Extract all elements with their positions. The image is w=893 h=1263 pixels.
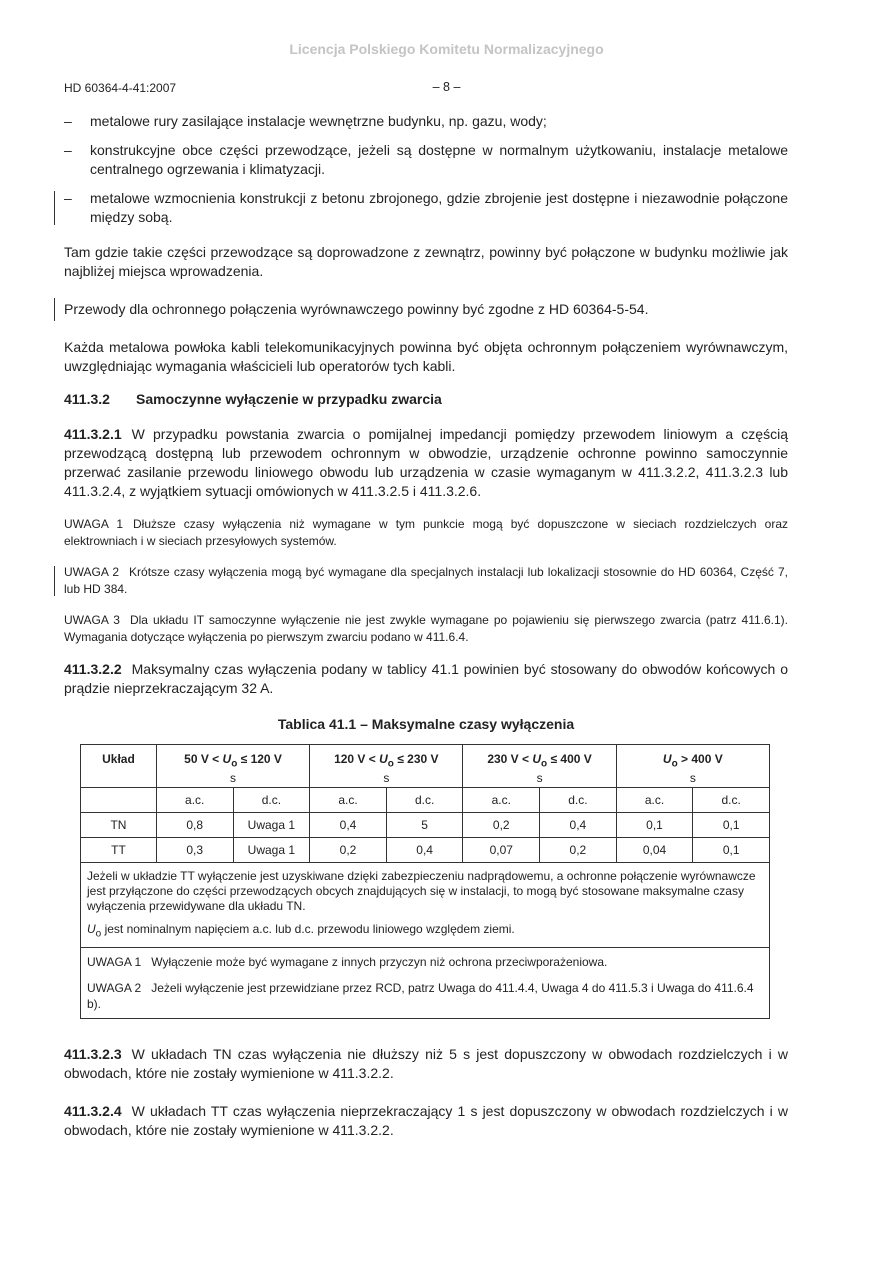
clause-411-3-2-2	[64, 660, 788, 698]
table-cell	[81, 788, 157, 813]
note-text: Dla układu IT samoczynne wyłączenie nie jest zwykle wymagane po pojawieniu się pierwszego zwarcia (patrz 411.6.1). Wymagania dotyczące wyłączenia po pierwszym zwarciu podano w 411.6.4.	[64, 613, 788, 644]
clause-text: W układach TN czas wyłączenia nie dłuższy niż 5 s jest dopuszczony w obwodach rozdzielczych i w obwodach, które nie zostały wymienione w 411.3.2.2.	[64, 1046, 788, 1082]
document-id: HD 60364-4-41:2007	[64, 81, 177, 95]
table-cell: 0,4	[386, 838, 463, 863]
paragraph: Tam gdzie takie części przewodzące są doprowadzone z zewnątrz, powinny być połączone w budynku możliwie jak najbliżej miejsca wprowadzenia.	[64, 244, 788, 279]
note-3	[64, 612, 788, 646]
paragraph: Każda metalowa powłoka kabli telekomunikacyjnych powinna być objęta ochronnym połączeniem wyrównawczym, uwzględniając wymagania właścicieli lub operatorów tych kabli.	[64, 339, 788, 374]
note-2	[64, 564, 788, 598]
table-cell: d.c.	[386, 788, 463, 813]
disconnection-times-table	[80, 744, 770, 1019]
table-notes	[81, 948, 770, 1019]
clause-text: W układach TT czas wyłączenia nieprzekraczający 1 s jest dopuszczony w obwodach rozdzielczych i w obwodach, które nie zostały wymienione w 411.3.2.2.	[64, 1103, 788, 1139]
table-cell: a.c.	[463, 788, 540, 813]
table-cell: 0,07	[463, 838, 540, 863]
section-title: Samoczynne wyłączenie w przypadku zwarcia	[136, 391, 442, 407]
table-row	[81, 813, 770, 838]
dash-bullet: –	[64, 113, 72, 129]
table-cell: Uwaga 1	[233, 813, 310, 838]
table-note: UWAGA 2 Jeżeli wyłączenie jest przewidziane przez RCD, patrz Uwaga do 411.4.4, Uwaga 4 do 411.5.3 i Uwaga do 411.6.4 b).	[87, 981, 754, 1012]
clause-number: 411.3.2.4	[64, 1103, 122, 1120]
clause-number: 411.3.2.3	[64, 1046, 122, 1063]
table-cell: d.c.	[233, 788, 310, 813]
table-cell: d.c.	[540, 788, 617, 813]
page-content	[64, 112, 788, 1155]
list-item	[64, 189, 788, 227]
table-cell: a.c.	[156, 788, 233, 813]
table-row	[81, 838, 770, 863]
table-cell: a.c.	[310, 788, 387, 813]
column-header-voltage-group: 120 $V < U_o \le 230$ V s	[310, 745, 463, 788]
clause-text: W przypadku powstania zwarcia o pomijalnej impedancji pomiędzy przewodem liniowym a częścią przewodzącą dostępną lub przewodem ochronnym w obwodzie, urządzenie ochronne powinno samoczynnie przerwać zasilanie przewodu liniowego obwodu lub urządzenia w czasie wymaganym w 411.3.2.2, 411.3.2.3 lub 411.3.2.4, z wyjątkiem sytuacji omówionych w 411.3.2.5 i 411.3.2.6.	[64, 426, 788, 499]
table-cell: TN	[81, 813, 157, 838]
clause-411-3-2-4	[64, 1102, 788, 1140]
note-label: UWAGA 2	[64, 565, 120, 579]
table-cell: 0,04	[616, 838, 693, 863]
column-header-voltage-group: $U_o > 400$ V s	[616, 745, 769, 788]
page-number: – 8 –	[432, 80, 461, 94]
clause-411-3-2-1	[64, 425, 788, 501]
note-label: UWAGA 3	[64, 613, 120, 627]
uo-definition: $U_o$ jest nominalnym napięciem a.c. lub d.c. przewodu liniowego względem ziemi.	[87, 922, 515, 940]
dash-bullet: –	[64, 142, 72, 158]
note-1	[64, 516, 788, 550]
column-header-voltage-group: 50 $V < U_o \le 120$ V s	[156, 745, 309, 788]
table-note: UWAGA 1 Wyłączenie może być wymagane z innych przyczyn niż ochrona przeciwporażeniowa.	[87, 955, 608, 970]
table-header-row	[81, 745, 770, 788]
watermark: Licencja Polskiego Komitetu Normalizacyjnego	[289, 41, 604, 57]
table-footnote-row	[81, 863, 770, 948]
column-header-system: Układ	[81, 745, 157, 788]
note-text: Krótsze czasy wyłączenia mogą być wymagane dla specjalnych instalacji lub lokalizacji stosownie do HD 60364, Część 7, lub HD 384.	[64, 565, 788, 596]
clause-number: 411.3.2.2	[64, 661, 122, 677]
paragraph: Przewody dla ochronnego połączenia wyrównawczego powinny być zgodne z HD 60364-5-54.	[64, 296, 788, 323]
list-item-text: konstrukcyjne obce części przewodzące, jeżeli są dostępne w normalnym użytkowaniu, instalacje metalowe centralnego ogrzewania i klimatyzacji.	[90, 142, 788, 177]
table-cell: 0,3	[156, 838, 233, 863]
clause-text: Maksymalny czas wyłączenia podany w tablicy 41.1 powinien być stosowany do obwodów końcowych o prądzie nieprzekraczającym 32 A.	[64, 661, 788, 696]
list-item-text: metalowe wzmocnienia konstrukcji z betonu zbrojonego, gdzie zbrojenie jest dostępne i niezawodnie połączone między sobą.	[90, 190, 788, 225]
note-label: UWAGA 1	[64, 517, 124, 531]
section-heading	[64, 391, 788, 407]
table-cell: 0,2	[463, 813, 540, 838]
table-notes-row	[81, 948, 770, 1019]
table-cell: d.c.	[693, 788, 770, 813]
table-cell: 0,4	[540, 813, 617, 838]
footnote-text: Jeżeli w układzie TT wyłączenie jest uzyskiwane dzięki zabezpieczeniu nadprądowemu, a ochronne połączenie wyrównawcze jest przyłączone do części przewodzących obcych znajdujących się w instalacji, to mogą być stosowane maksymalne czasy wyłączenia przewidywane dla układu TN.	[87, 869, 756, 913]
table-title: Tablica 41.1 – Maksymalne czasy wyłączenia	[277, 716, 575, 732]
table-cell: 0,1	[693, 813, 770, 838]
table-cell: 5	[386, 813, 463, 838]
table-cell: 0,1	[616, 813, 693, 838]
table-subheader-row	[81, 788, 770, 813]
table-cell: Uwaga 1	[233, 838, 310, 863]
table-footnote	[81, 863, 770, 948]
table-cell: 0,2	[540, 838, 617, 863]
table-cell: 0,1	[693, 838, 770, 863]
note-text: Dłuższe czasy wyłączenia niż wymagane w tym punkcie mogą być dopuszczone w sieciach rozdzielczych oraz elektrowniach i w sieciach przesyłowych systemów.	[64, 517, 789, 548]
clause-number: 411.3.2.1	[64, 426, 122, 442]
table-cell: TT	[81, 838, 157, 863]
list-item	[64, 112, 788, 131]
clause-411-3-2-3	[64, 1045, 788, 1083]
table-cell: 0,8	[156, 813, 233, 838]
column-header-voltage-group: 230 $V < U_o \le 400$ V s	[463, 745, 616, 788]
list-item-text: metalowe rury zasilające instalacje wewnętrzne budynku, np. gazu, wody;	[90, 113, 547, 129]
table-cell: a.c.	[616, 788, 693, 813]
table-cell: 0,2	[310, 838, 387, 863]
table-cell: 0,4	[310, 813, 387, 838]
section-number: 411.3.2	[64, 391, 110, 407]
dash-bullet: –	[64, 190, 72, 206]
list-item	[64, 141, 788, 179]
